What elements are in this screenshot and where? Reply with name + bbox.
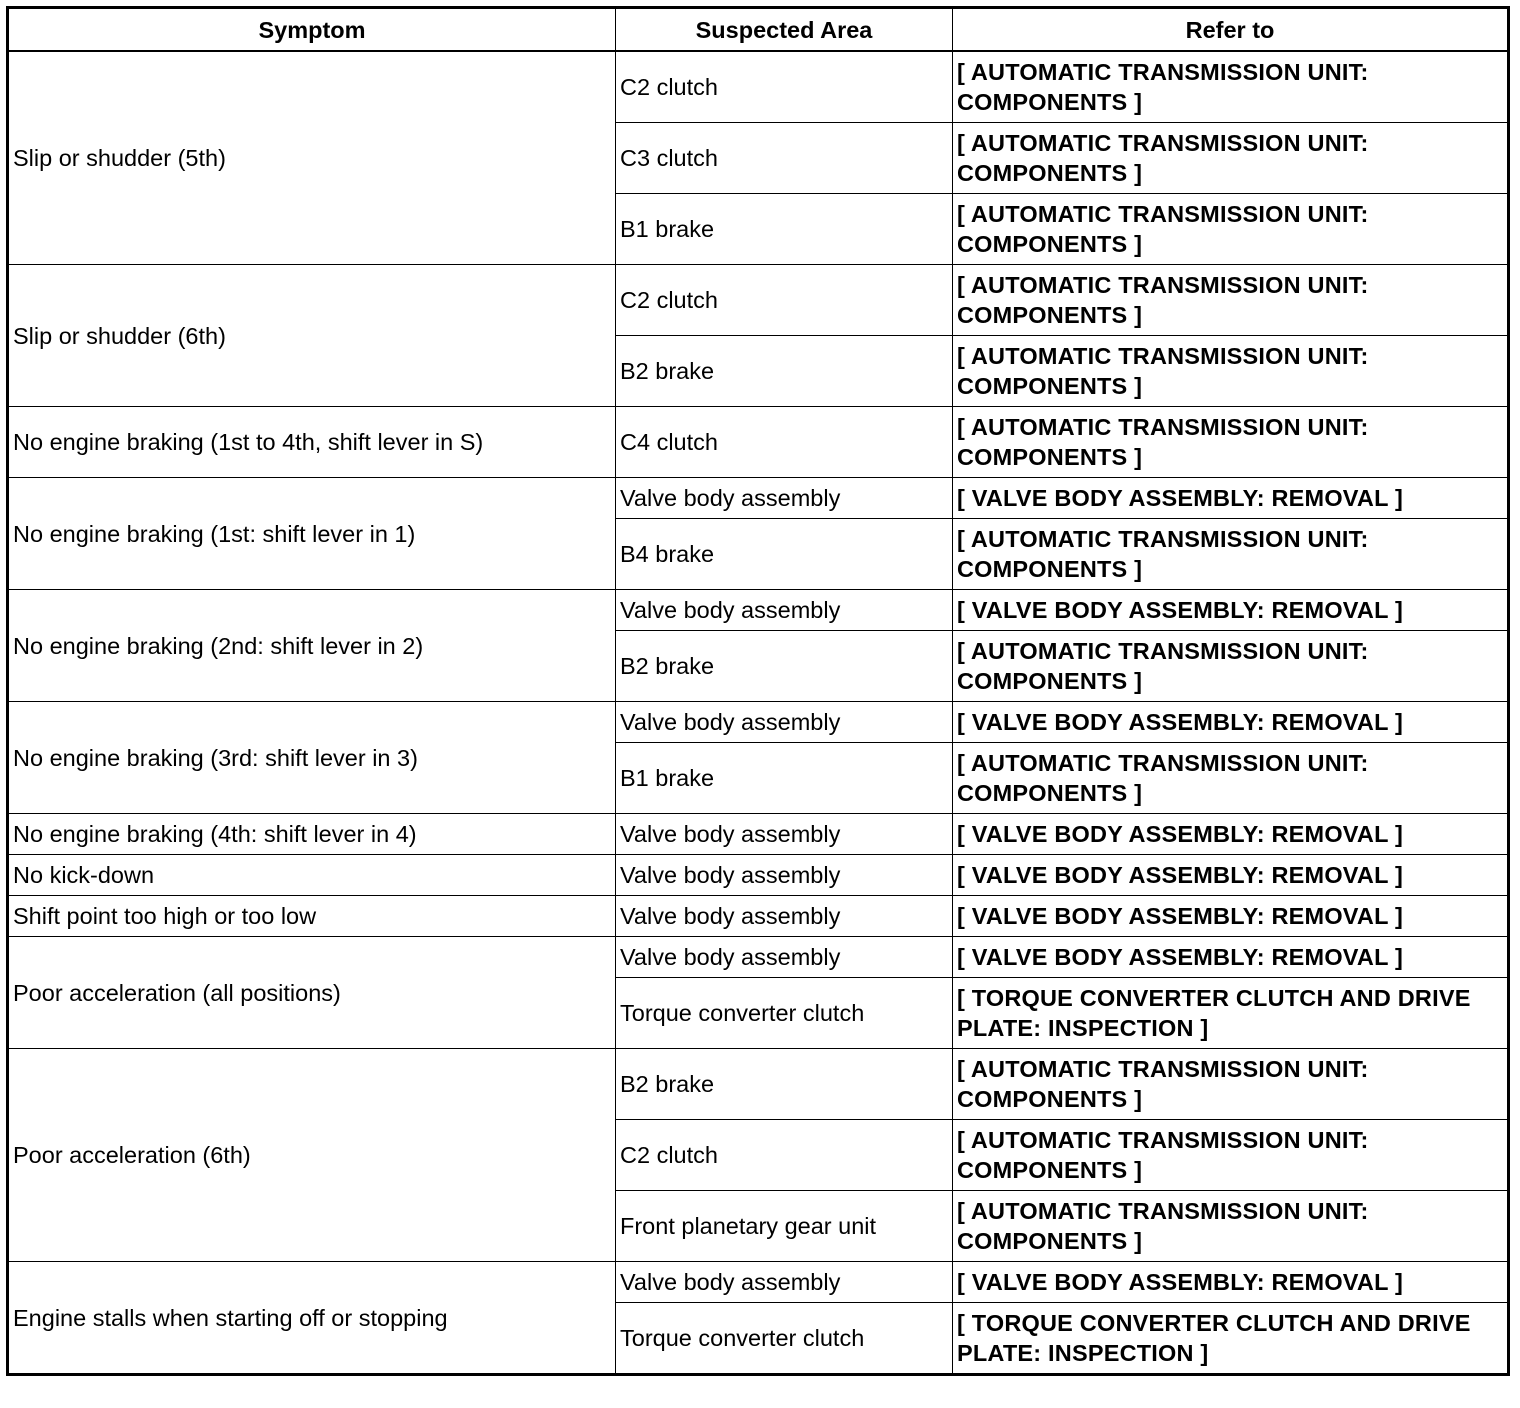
table-row [8, 814, 1509, 855]
table-row [8, 265, 1509, 336]
table-row [8, 855, 1509, 896]
suspected-area-cell: C2 clutch [616, 51, 953, 123]
refer-to-cell: [ AUTOMATIC TRANSMISSION UNIT: COMPONENTS ] [953, 194, 1509, 265]
diagnosis-table [6, 6, 1510, 1376]
refer-to-cell: [ AUTOMATIC TRANSMISSION UNIT: COMPONENTS ] [953, 407, 1509, 478]
table-row [8, 478, 1509, 519]
suspected-area-cell: Valve body assembly [616, 814, 953, 855]
suspected-area-cell: C4 clutch [616, 407, 953, 478]
table-row [8, 937, 1509, 978]
refer-to-cell: [ AUTOMATIC TRANSMISSION UNIT: COMPONENTS ] [953, 1191, 1509, 1262]
refer-to-cell: [ AUTOMATIC TRANSMISSION UNIT: COMPONENTS ] [953, 1049, 1509, 1120]
symptom-cell: Slip or shudder (5th) [8, 51, 616, 265]
refer-to-cell: [ AUTOMATIC TRANSMISSION UNIT: COMPONENTS ] [953, 336, 1509, 407]
refer-to-cell: [ TORQUE CONVERTER CLUTCH AND DRIVE PLATE: INSPECTION ] [953, 978, 1509, 1049]
refer-to-cell: [ AUTOMATIC TRANSMISSION UNIT: COMPONENTS ] [953, 123, 1509, 194]
suspected-area-cell: B4 brake [616, 519, 953, 590]
suspected-area-cell: B2 brake [616, 1049, 953, 1120]
refer-to-cell: [ VALVE BODY ASSEMBLY: REMOVAL ] [953, 702, 1509, 743]
table-row [8, 590, 1509, 631]
suspected-area-cell: Valve body assembly [616, 855, 953, 896]
symptom-cell: No engine braking (1st to 4th, shift lever in S) [8, 407, 616, 478]
table-row [8, 51, 1509, 123]
suspected-area-cell: Torque converter clutch [616, 1303, 953, 1375]
refer-to-cell: [ AUTOMATIC TRANSMISSION UNIT: COMPONENTS ] [953, 519, 1509, 590]
suspected-area-cell: Torque converter clutch [616, 978, 953, 1049]
symptom-cell: No engine braking (4th: shift lever in 4) [8, 814, 616, 855]
header-row [8, 8, 1509, 52]
suspected-area-cell: C2 clutch [616, 1120, 953, 1191]
suspected-area-cell: Front planetary gear unit [616, 1191, 953, 1262]
refer-to-cell: [ AUTOMATIC TRANSMISSION UNIT: COMPONENTS ] [953, 51, 1509, 123]
refer-to-cell: [ VALVE BODY ASSEMBLY: REMOVAL ] [953, 937, 1509, 978]
table-body [8, 51, 1509, 1375]
refer-to-cell: [ VALVE BODY ASSEMBLY: REMOVAL ] [953, 855, 1509, 896]
table-row [8, 1262, 1509, 1303]
refer-to-cell: [ AUTOMATIC TRANSMISSION UNIT: COMPONENTS ] [953, 631, 1509, 702]
refer-to-cell: [ AUTOMATIC TRANSMISSION UNIT: COMPONENTS ] [953, 1120, 1509, 1191]
suspected-area-cell: Valve body assembly [616, 702, 953, 743]
table-row [8, 407, 1509, 478]
refer-to-cell: [ VALVE BODY ASSEMBLY: REMOVAL ] [953, 896, 1509, 937]
suspected-area-cell: B2 brake [616, 336, 953, 407]
header-suspected-area: Suspected Area [616, 8, 953, 52]
refer-to-cell: [ TORQUE CONVERTER CLUTCH AND DRIVE PLATE: INSPECTION ] [953, 1303, 1509, 1375]
suspected-area-cell: C3 clutch [616, 123, 953, 194]
refer-to-cell: [ VALVE BODY ASSEMBLY: REMOVAL ] [953, 1262, 1509, 1303]
symptom-cell: No kick-down [8, 855, 616, 896]
refer-to-cell: [ AUTOMATIC TRANSMISSION UNIT: COMPONENTS ] [953, 265, 1509, 336]
symptom-cell: Slip or shudder (6th) [8, 265, 616, 407]
table-row [8, 702, 1509, 743]
suspected-area-cell: Valve body assembly [616, 590, 953, 631]
header-symptom: Symptom [8, 8, 616, 52]
suspected-area-cell: B2 brake [616, 631, 953, 702]
header-refer-to: Refer to [953, 8, 1509, 52]
symptom-cell: Poor acceleration (all positions) [8, 937, 616, 1049]
suspected-area-cell: B1 brake [616, 194, 953, 265]
table-row [8, 896, 1509, 937]
refer-to-cell: [ VALVE BODY ASSEMBLY: REMOVAL ] [953, 590, 1509, 631]
refer-to-cell: [ VALVE BODY ASSEMBLY: REMOVAL ] [953, 814, 1509, 855]
symptom-cell: Shift point too high or too low [8, 896, 616, 937]
symptom-cell: Engine stalls when starting off or stopping [8, 1262, 616, 1375]
symptom-cell: No engine braking (2nd: shift lever in 2) [8, 590, 616, 702]
table-row [8, 1049, 1509, 1120]
suspected-area-cell: Valve body assembly [616, 896, 953, 937]
suspected-area-cell: B1 brake [616, 743, 953, 814]
suspected-area-cell: C2 clutch [616, 265, 953, 336]
symptom-cell: No engine braking (1st: shift lever in 1) [8, 478, 616, 590]
suspected-area-cell: Valve body assembly [616, 1262, 953, 1303]
suspected-area-cell: Valve body assembly [616, 937, 953, 978]
symptom-cell: Poor acceleration (6th) [8, 1049, 616, 1262]
refer-to-cell: [ VALVE BODY ASSEMBLY: REMOVAL ] [953, 478, 1509, 519]
refer-to-cell: [ AUTOMATIC TRANSMISSION UNIT: COMPONENTS ] [953, 743, 1509, 814]
suspected-area-cell: Valve body assembly [616, 478, 953, 519]
symptom-cell: No engine braking (3rd: shift lever in 3) [8, 702, 616, 814]
